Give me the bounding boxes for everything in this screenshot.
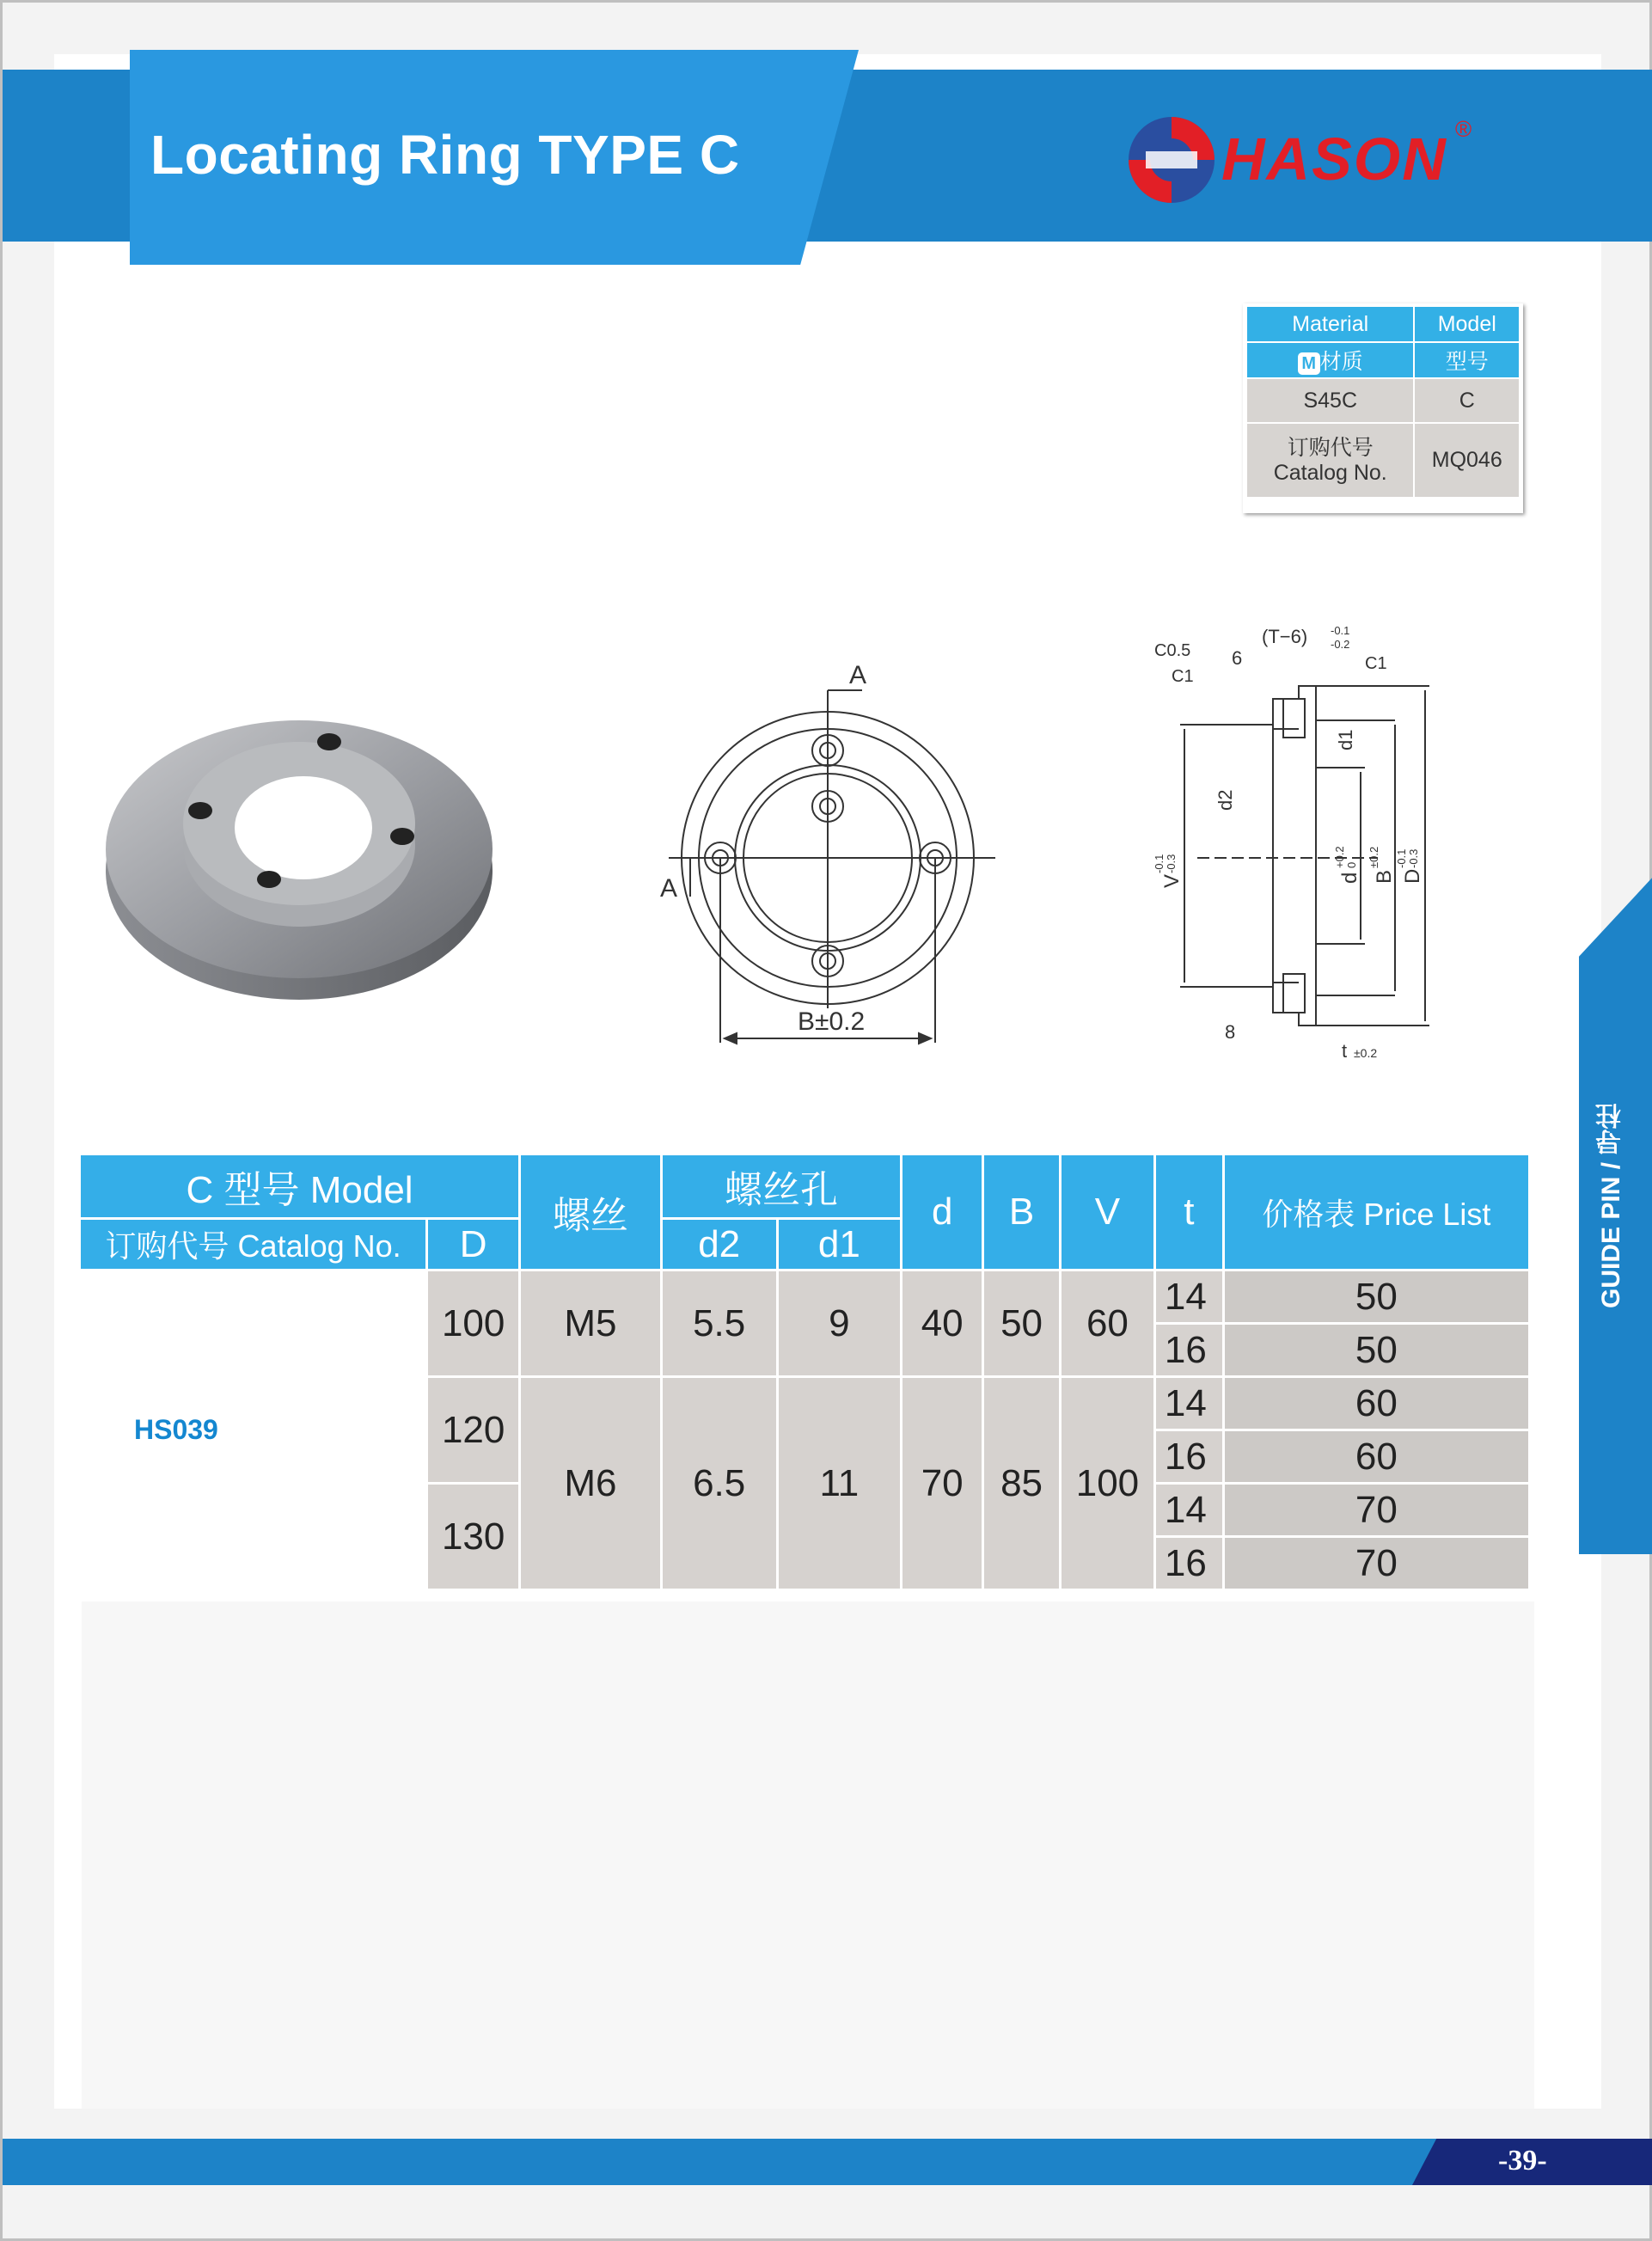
cell-V: 100: [1060, 1377, 1154, 1590]
header-D: D: [427, 1219, 520, 1271]
specification-table: [78, 1153, 1531, 1591]
front-view-drawing: [634, 664, 1021, 1060]
t6-tol-dn: -0.2: [1331, 638, 1350, 651]
side-tab-label: [1593, 1060, 1641, 1352]
dim-six: 6: [1232, 647, 1243, 669]
cell-t: 14: [1154, 1484, 1223, 1537]
v-tol-dn: -0.3: [1165, 854, 1178, 873]
dim-b: B: [1373, 869, 1396, 884]
dim-d1: d1: [1335, 729, 1356, 750]
header-model: C 型号 Model: [80, 1154, 520, 1219]
material-label-cn: 材质: [1319, 350, 1363, 374]
header-screw-hole: 螺丝孔: [661, 1154, 901, 1219]
lower-blank-panel: [82, 1601, 1534, 2109]
D-tol-up: -0.1: [1395, 848, 1408, 868]
material-header: Material: [1246, 306, 1414, 342]
cell-d: 40: [902, 1271, 983, 1377]
side-tab-cn: 导柱: [1597, 1103, 1625, 1155]
header-screw: 螺丝: [520, 1154, 662, 1271]
cell-D: 120: [427, 1377, 520, 1484]
material-table: [1245, 305, 1520, 499]
cell-d2: 5.5: [661, 1271, 777, 1377]
header-V: V: [1060, 1154, 1154, 1271]
model-header: Model: [1414, 306, 1520, 342]
cell-d: 70: [902, 1377, 983, 1590]
dim-t6: (T−6): [1262, 626, 1308, 647]
dim-D: D: [1401, 868, 1424, 884]
cell-V: 60: [1060, 1271, 1154, 1377]
cell-price: 70: [1223, 1484, 1529, 1537]
cell-t: 14: [1154, 1377, 1223, 1430]
model-header-cn: 型号: [1414, 342, 1520, 378]
side-tab-en: GUIDE PIN: [1597, 1176, 1625, 1309]
header-d: d: [902, 1154, 983, 1271]
chamfer-c05: C0.5: [1154, 641, 1191, 660]
cell-d1: 9: [777, 1271, 902, 1377]
header-B: B: [983, 1154, 1061, 1271]
dim-d: d: [1338, 872, 1361, 884]
d-tol-up: +0.2: [1333, 846, 1346, 868]
catalog-code: HS039: [80, 1271, 427, 1590]
section-label-left: A: [660, 874, 678, 903]
material-badge: M: [1298, 352, 1320, 375]
v-tol-up: -0.1: [1153, 854, 1166, 873]
header-t: t: [1154, 1154, 1223, 1271]
table-row: [80, 1271, 1530, 1324]
product-photo: [97, 682, 501, 1008]
d-tol-dn: 0: [1345, 861, 1358, 868]
dim-eight: 8: [1225, 1021, 1236, 1043]
material-header-cn: [1246, 342, 1414, 378]
material-value: S45C: [1246, 378, 1414, 423]
cell-price: 50: [1223, 1324, 1529, 1377]
catalog-label-cn: 订购代号: [1287, 435, 1374, 460]
dim-t: t: [1342, 1040, 1348, 1062]
catalog-label-en: Catalog No.: [1273, 460, 1387, 485]
footer-band: [3, 2139, 1652, 2185]
t6-tol-up: -0.1: [1331, 624, 1350, 637]
cell-price: 60: [1223, 1430, 1529, 1484]
cell-screw: M5: [520, 1271, 662, 1377]
D-tol-dn: -0.3: [1407, 848, 1420, 868]
brand-name: HASON: [1221, 126, 1447, 193]
cell-B: 85: [983, 1377, 1061, 1590]
header-price: 价格表 Price List: [1223, 1154, 1529, 1271]
cell-B: 50: [983, 1271, 1061, 1377]
registered-mark: ®: [1455, 116, 1472, 142]
catalog-label: [1246, 423, 1414, 498]
t-tol: ±0.2: [1354, 1046, 1378, 1060]
header-catalog: 订购代号 Catalog No.: [80, 1219, 427, 1271]
logo-emblem-icon: [1120, 104, 1223, 216]
catalog-number: MQ046: [1414, 423, 1520, 498]
dim-b-label: B±0.2: [798, 1007, 866, 1036]
cell-d2: 6.5: [661, 1377, 777, 1590]
section-label-top: A: [849, 664, 867, 689]
side-tab-divider: /: [1597, 1154, 1625, 1170]
b-tol: ±0.2: [1367, 846, 1380, 868]
cell-d1: 11: [777, 1377, 902, 1590]
chamfer-c1-left: C1: [1172, 667, 1194, 686]
cell-price: 70: [1223, 1537, 1529, 1590]
dim-v: V: [1160, 873, 1184, 888]
cell-t: 16: [1154, 1537, 1223, 1590]
cell-screw: M6: [520, 1377, 662, 1590]
chamfer-c1-right: C1: [1365, 654, 1387, 673]
dim-d2: d2: [1215, 789, 1236, 811]
cell-t: 16: [1154, 1430, 1223, 1484]
cell-price: 50: [1223, 1271, 1529, 1324]
side-view-drawing: [1146, 617, 1429, 1064]
brand-logo: [1120, 104, 1481, 216]
model-value: C: [1414, 378, 1520, 423]
page-title: Locating Ring TYPE C: [150, 124, 740, 186]
cell-t: 14: [1154, 1271, 1223, 1324]
header-d2: d2: [661, 1219, 777, 1271]
cell-D: 130: [427, 1484, 520, 1590]
cell-price: 60: [1223, 1377, 1529, 1430]
header-d1: d1: [777, 1219, 902, 1271]
page-number: -39-: [1498, 2145, 1547, 2177]
cell-t: 16: [1154, 1324, 1223, 1377]
cell-D: 100: [427, 1271, 520, 1377]
